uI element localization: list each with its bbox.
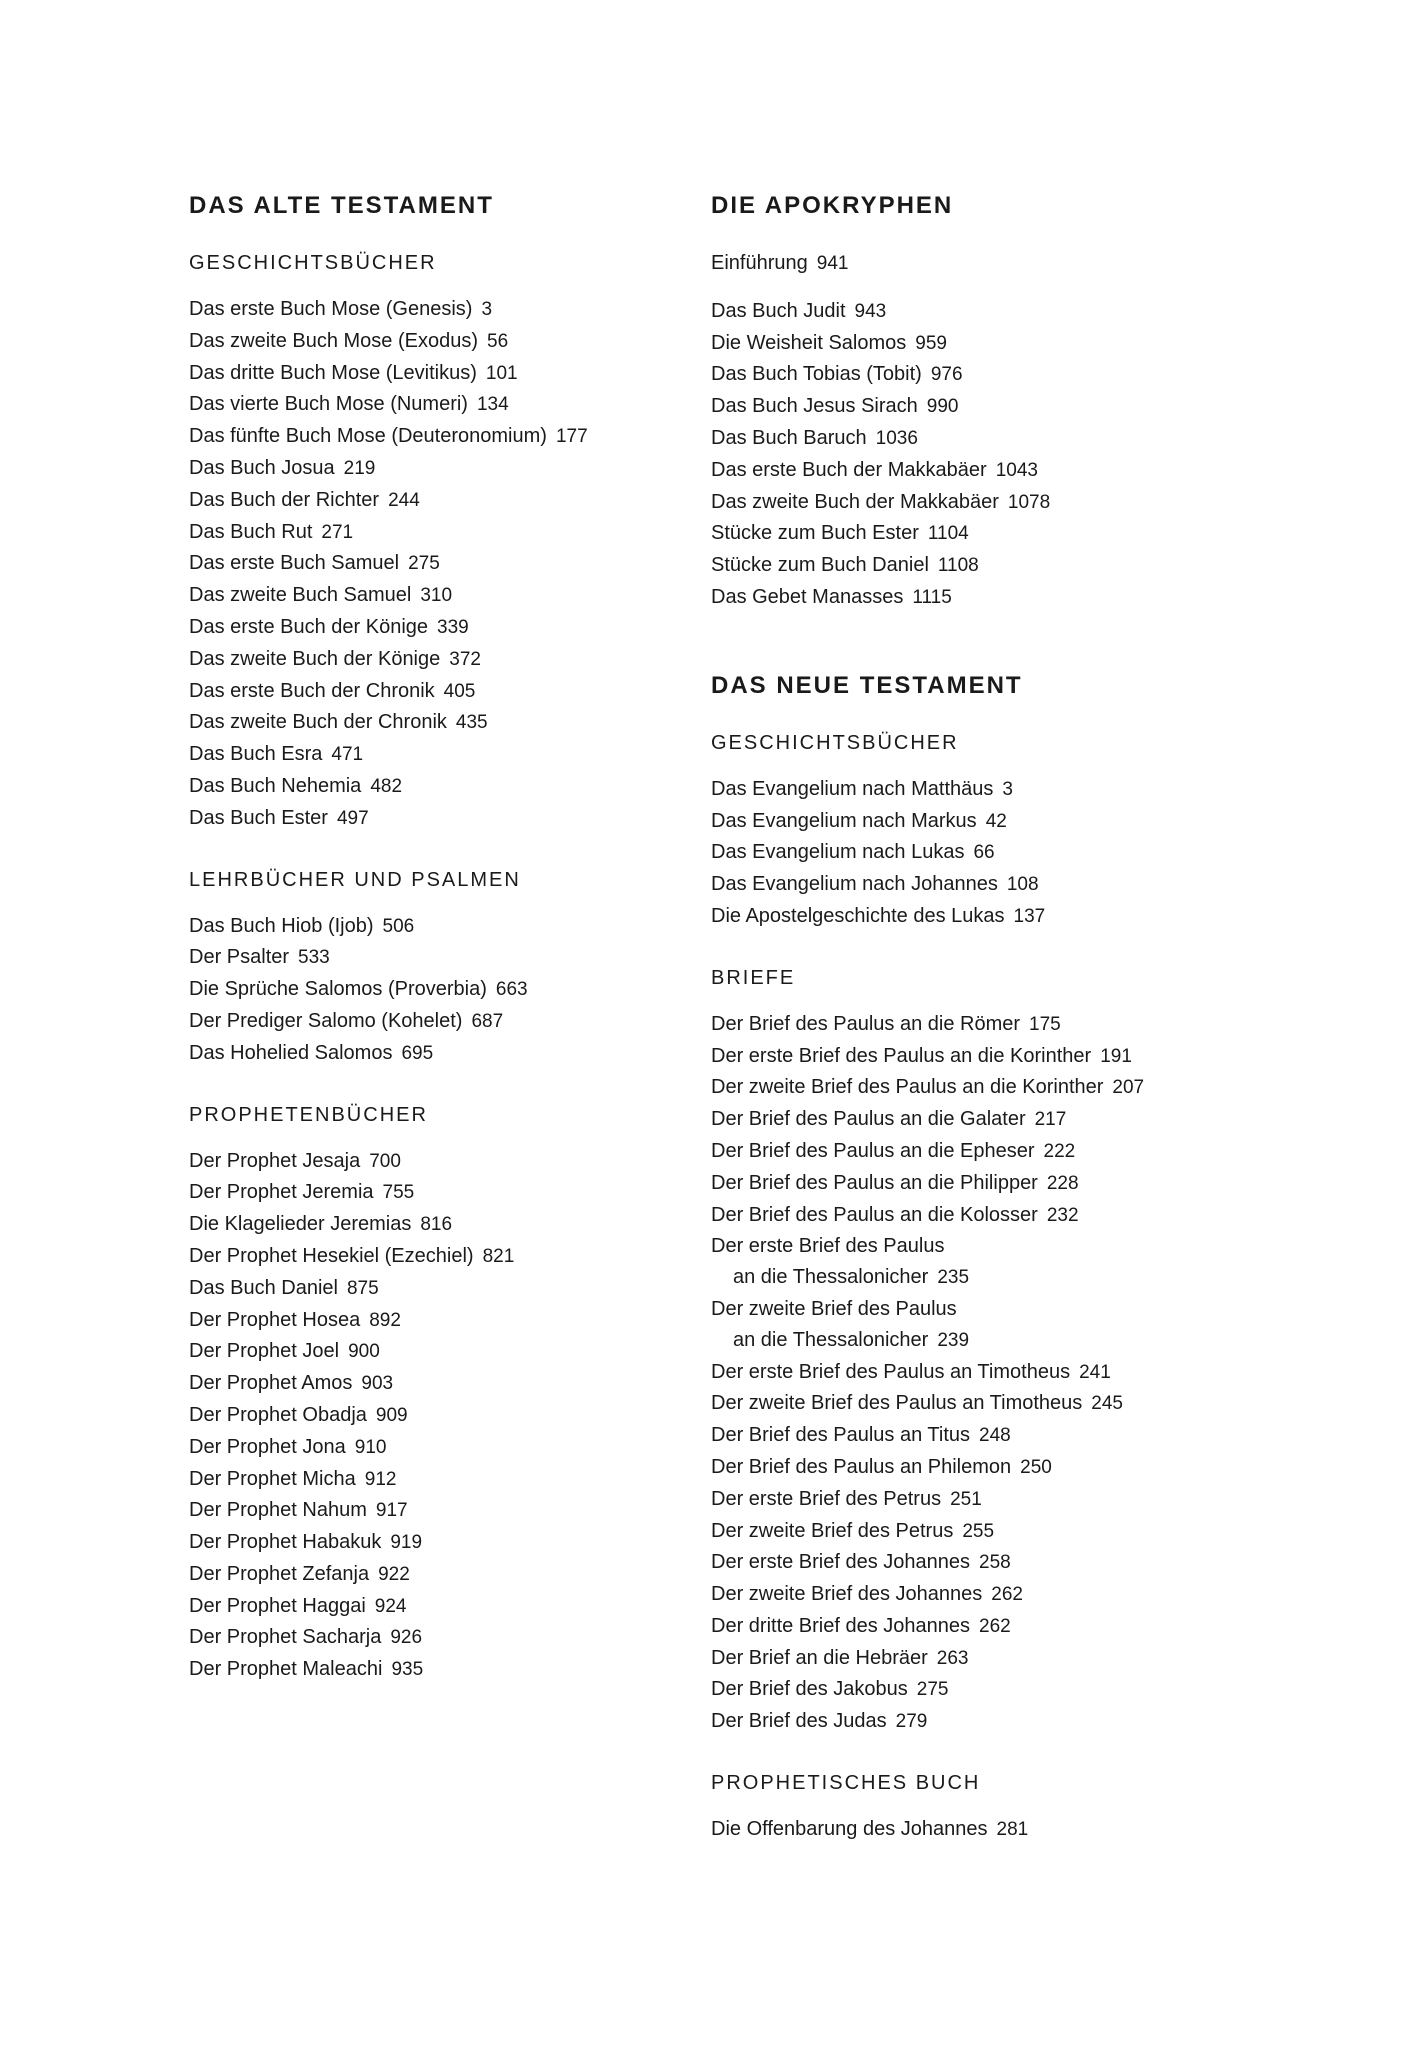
entry-page-number: 903 bbox=[361, 1373, 394, 1395]
toc-entry[interactable] bbox=[711, 1706, 1231, 1738]
entry-title: Das erste Buch Samuel bbox=[189, 552, 400, 575]
entry-title: Das zweite Buch Mose (Exodus) bbox=[189, 329, 479, 352]
entry-page-number: 222 bbox=[1043, 1140, 1076, 1162]
toc-entry[interactable] bbox=[711, 774, 1231, 806]
spacer bbox=[711, 993, 1231, 1009]
toc-entry[interactable] bbox=[189, 1622, 689, 1654]
entry-title: Der Brief des Paulus an die Philipper bbox=[711, 1171, 1038, 1194]
entry-page-number: 207 bbox=[1112, 1077, 1145, 1099]
toc-entry[interactable] bbox=[711, 1611, 1231, 1643]
entry-page-number: 248 bbox=[979, 1425, 1011, 1447]
spacer bbox=[189, 278, 689, 294]
toc-entry[interactable] bbox=[711, 1009, 1231, 1041]
entry-page-number: 191 bbox=[1100, 1045, 1132, 1067]
toc-entry[interactable] bbox=[711, 1814, 1231, 1846]
toc-entry[interactable] bbox=[711, 518, 1231, 550]
toc-entry[interactable] bbox=[189, 1241, 689, 1273]
toc-entry[interactable] bbox=[711, 1484, 1231, 1516]
toc-entry[interactable] bbox=[711, 1168, 1231, 1200]
entry-title: Stücke zum Buch Daniel bbox=[711, 554, 929, 577]
toc-entry[interactable] bbox=[189, 974, 689, 1006]
toc-entry[interactable] bbox=[189, 1209, 689, 1241]
entry-page-number: 228 bbox=[1046, 1172, 1079, 1194]
toc-entry[interactable] bbox=[189, 1273, 689, 1305]
toc-entry[interactable] bbox=[189, 707, 689, 739]
toc-entry[interactable] bbox=[189, 1432, 689, 1464]
entry-page-number: 281 bbox=[996, 1819, 1029, 1841]
entry-page-number: 56 bbox=[487, 330, 509, 352]
entry-page-number: 262 bbox=[991, 1584, 1023, 1606]
toc-entry[interactable] bbox=[711, 1357, 1231, 1389]
entry-page-number: 941 bbox=[816, 253, 849, 274]
toc-entry[interactable] bbox=[189, 1559, 689, 1591]
entry-title: Der Psalter bbox=[189, 946, 290, 969]
entry-title: Das zweite Buch der Könige bbox=[189, 647, 441, 670]
section-heading: DIE APOKRYPHEN bbox=[711, 192, 954, 219]
toc-entry[interactable] bbox=[711, 582, 1231, 614]
toc-entry[interactable] bbox=[189, 1146, 689, 1178]
entry-page-number: 3 bbox=[481, 299, 493, 320]
entry-page-number: 405 bbox=[443, 680, 476, 702]
entry-title: Das Buch Rut bbox=[189, 520, 313, 543]
entry-page-number: 275 bbox=[408, 553, 440, 575]
entry-page-number: 245 bbox=[1091, 1393, 1123, 1415]
entry-title: Stücke zum Buch Ester bbox=[711, 522, 919, 545]
entry-title: Das Buch Baruch bbox=[711, 426, 867, 449]
entry-page-number: 134 bbox=[476, 394, 509, 416]
toc-entry[interactable] bbox=[711, 1452, 1231, 1484]
entry-title: Das Buch Jesus Sirach bbox=[711, 395, 918, 418]
group-heading: LEHRBÜCHER UND PSALMEN bbox=[189, 868, 521, 891]
entry-title: Das erste Buch der Könige bbox=[189, 615, 429, 638]
spacer bbox=[711, 1738, 1231, 1768]
entry-title: Das fünfte Buch Mose (Deuteronomium) bbox=[189, 425, 547, 448]
toc-entry[interactable] bbox=[189, 326, 689, 358]
toc-entry[interactable] bbox=[711, 1072, 1231, 1104]
entry-title: Das Gebet Manasses bbox=[711, 585, 904, 608]
toc-entry[interactable] bbox=[189, 453, 689, 485]
group-heading: BRIEFE bbox=[711, 966, 796, 989]
entry-page-number: 275 bbox=[916, 1679, 949, 1701]
entry-title: Der dritte Brief des Johannes bbox=[711, 1614, 971, 1637]
entry-page-number: 258 bbox=[979, 1552, 1011, 1574]
entry-page-number: 924 bbox=[374, 1595, 407, 1617]
entry-page-number: 922 bbox=[378, 1563, 410, 1585]
toc-entry[interactable] bbox=[189, 548, 689, 580]
toc-entry[interactable] bbox=[189, 389, 689, 421]
group-heading: GESCHICHTSBÜCHER bbox=[711, 731, 959, 754]
entry-title: Der Prophet Sacharja bbox=[189, 1626, 382, 1649]
entry-page-number: 339 bbox=[437, 616, 469, 638]
toc-entry[interactable] bbox=[189, 1400, 689, 1432]
entry-page-number: 909 bbox=[375, 1404, 408, 1426]
spacer bbox=[711, 758, 1231, 774]
entry-title: Das zweite Buch der Makkabäer bbox=[711, 490, 999, 513]
entry-page-number: 919 bbox=[390, 1532, 423, 1554]
toc-entry[interactable] bbox=[189, 1495, 689, 1527]
spacer bbox=[711, 280, 1231, 296]
entry-page-number: 232 bbox=[1046, 1204, 1079, 1226]
toc-entry[interactable] bbox=[711, 1136, 1231, 1168]
intro-list bbox=[711, 248, 1231, 280]
entry-title: Der Brief des Paulus an die Römer bbox=[711, 1012, 1021, 1035]
entry-title: Der erste Brief des Paulus bbox=[711, 1235, 945, 1258]
entry-title: Der Brief an die Hebräer bbox=[711, 1646, 928, 1669]
entry-title: Das Evangelium nach Matthäus bbox=[711, 777, 994, 800]
toc-entry[interactable] bbox=[711, 550, 1231, 582]
toc-entry[interactable] bbox=[711, 328, 1231, 360]
entry-title: Der Brief des Paulus an die Epheser bbox=[711, 1139, 1035, 1162]
entry-page-number: 935 bbox=[391, 1659, 424, 1681]
entry-page-number: 1043 bbox=[995, 459, 1038, 481]
entry-page-number: 959 bbox=[915, 332, 947, 354]
entry-page-number: 1108 bbox=[937, 555, 979, 577]
entry-page-number: 1115 bbox=[912, 586, 952, 608]
entry-page-number: 241 bbox=[1079, 1361, 1111, 1383]
toc-entry[interactable] bbox=[711, 1579, 1231, 1611]
entry-page-number: 892 bbox=[369, 1309, 401, 1331]
entry-page-number: 990 bbox=[926, 396, 959, 418]
entry-title: Das vierte Buch Mose (Numeri) bbox=[189, 393, 468, 416]
toc-entry[interactable] bbox=[711, 901, 1231, 933]
entry-page-number: 1036 bbox=[875, 427, 918, 449]
toc-entry[interactable] bbox=[711, 1294, 1231, 1357]
entry-page-number: 42 bbox=[985, 810, 1007, 832]
entry-title: Der erste Brief des Paulus an Timotheus bbox=[711, 1360, 1071, 1383]
entry-title: Das Hohelied Salomos bbox=[189, 1041, 393, 1064]
toc-entry[interactable] bbox=[189, 1591, 689, 1623]
entry-page-number: 310 bbox=[420, 585, 453, 607]
entry-page-number: 255 bbox=[962, 1520, 995, 1542]
entry-list bbox=[711, 1009, 1231, 1738]
toc-entry[interactable] bbox=[711, 423, 1231, 455]
group-heading: PROPHETISCHES BUCH bbox=[711, 1772, 981, 1795]
entry-title: Das Buch Nehemia bbox=[189, 774, 362, 797]
entry-title: Der erste Brief des Paulus an die Korinther bbox=[711, 1044, 1092, 1067]
toc-entry[interactable] bbox=[189, 803, 689, 835]
entry-page-number: 219 bbox=[343, 457, 376, 479]
entry-page-number: 263 bbox=[936, 1647, 969, 1669]
toc-entry[interactable] bbox=[711, 837, 1231, 869]
entry-title: Die Offenbarung des Johannes bbox=[711, 1818, 988, 1841]
entry-page-number: 943 bbox=[854, 300, 887, 322]
entry-title: Das zweite Buch Samuel bbox=[189, 584, 412, 607]
toc-entry[interactable] bbox=[189, 942, 689, 974]
entry-page-number: 250 bbox=[1020, 1456, 1052, 1478]
section-heading: DAS NEUE TESTAMENT bbox=[711, 671, 1023, 699]
entry-page-number: 821 bbox=[482, 1245, 515, 1267]
entry-title: Der Prophet Jeremia bbox=[189, 1181, 374, 1204]
toc-entry[interactable] bbox=[189, 421, 689, 453]
entry-page-number: 262 bbox=[979, 1615, 1011, 1637]
entry-page-number: 533 bbox=[298, 947, 330, 969]
spacer bbox=[711, 614, 1231, 670]
entry-title-continuation: an die Thessalonicher bbox=[733, 1266, 929, 1289]
toc-entry[interactable] bbox=[189, 1368, 689, 1400]
toc-entry[interactable] bbox=[189, 612, 689, 644]
entry-title: Das dritte Buch Mose (Levitikus) bbox=[189, 361, 477, 384]
toc-entry[interactable] bbox=[711, 248, 1231, 280]
group-heading: PROPHETENBÜCHER bbox=[189, 1103, 428, 1126]
entry-title: Der Brief des Paulus an Titus bbox=[711, 1424, 971, 1447]
entry-page-number: 175 bbox=[1029, 1013, 1061, 1035]
entry-page-number: 435 bbox=[455, 712, 488, 734]
entry-title: Der erste Brief des Johannes bbox=[711, 1551, 971, 1574]
toc-entry[interactable] bbox=[189, 1305, 689, 1337]
entry-title: Das Evangelium nach Johannes bbox=[711, 873, 998, 896]
entry-list bbox=[189, 294, 689, 835]
entry-title: Das Evangelium nach Markus bbox=[711, 809, 977, 832]
toc-entry[interactable] bbox=[189, 644, 689, 676]
toc-entry[interactable] bbox=[711, 359, 1231, 391]
entry-title: Der Brief des Paulus an Philemon bbox=[711, 1455, 1012, 1478]
spacer bbox=[711, 933, 1231, 963]
right-column bbox=[711, 190, 1231, 1846]
toc-entry[interactable] bbox=[711, 296, 1231, 328]
entry-page-number: 1078 bbox=[1007, 491, 1051, 513]
entry-page-number: 910 bbox=[354, 1436, 387, 1458]
toc-entry[interactable] bbox=[711, 1674, 1231, 1706]
entry-page-number: 279 bbox=[895, 1711, 928, 1733]
entry-title: Der Prophet Jona bbox=[189, 1435, 346, 1458]
toc-entry[interactable] bbox=[711, 487, 1231, 519]
entry-title: Der erste Brief des Petrus bbox=[711, 1487, 942, 1510]
entry-title: Der Prophet Haggai bbox=[189, 1594, 366, 1617]
entry-title: Das Buch Hiob (Ijob) bbox=[189, 914, 374, 937]
entry-title: Der zweite Brief des Paulus bbox=[711, 1297, 957, 1320]
entry-list bbox=[189, 911, 689, 1070]
spacer bbox=[189, 1130, 689, 1146]
old-testament-column bbox=[189, 190, 689, 1686]
entry-page-number: 177 bbox=[555, 426, 588, 448]
entry-page-number: 700 bbox=[369, 1150, 401, 1172]
entry-page-number: 217 bbox=[1034, 1109, 1067, 1131]
entry-title: Das Buch Ester bbox=[189, 806, 328, 829]
entry-title: Die Weisheit Salomos bbox=[711, 331, 907, 354]
entry-page-number: 912 bbox=[364, 1468, 397, 1490]
entry-title-continuation: an die Thessalonicher bbox=[733, 1328, 929, 1351]
entry-title: Der zweite Brief des Petrus bbox=[711, 1519, 954, 1542]
toc-entry[interactable] bbox=[711, 1388, 1231, 1420]
entry-page-number: 244 bbox=[388, 489, 420, 511]
entry-title: Das Evangelium nach Lukas bbox=[711, 841, 965, 864]
spacer bbox=[189, 895, 689, 911]
spacer bbox=[711, 702, 1231, 728]
entry-title: Das erste Buch Mose (Genesis) bbox=[189, 298, 473, 320]
toc-entry[interactable] bbox=[189, 294, 689, 326]
toc-entry[interactable] bbox=[189, 580, 689, 612]
entry-title: Das Buch Tobias (Tobit) bbox=[711, 363, 922, 386]
toc-entry[interactable] bbox=[189, 1177, 689, 1209]
toc-entry[interactable] bbox=[711, 1547, 1231, 1579]
toc-entry[interactable] bbox=[189, 1336, 689, 1368]
entry-title: Der zweite Brief des Paulus an Timotheus bbox=[711, 1392, 1083, 1415]
entry-page-number: 497 bbox=[336, 807, 369, 829]
spacer bbox=[189, 1070, 689, 1100]
entry-title: Das zweite Buch der Chronik bbox=[189, 711, 447, 734]
entry-page-number: 1104 bbox=[927, 523, 969, 545]
toc-entry[interactable] bbox=[189, 1006, 689, 1038]
entry-page-number: 816 bbox=[420, 1214, 453, 1236]
entry-title: Das Buch Esra bbox=[189, 743, 323, 766]
entry-title: Das Buch Josua bbox=[189, 456, 335, 479]
entry-title: Das erste Buch der Makkabäer bbox=[711, 458, 987, 481]
entry-title: Der zweite Brief des Paulus an die Korinther bbox=[711, 1076, 1104, 1099]
entry-title: Die Klagelieder Jeremias bbox=[189, 1213, 412, 1236]
entry-title: Die Sprüche Salomos (Proverbia) bbox=[189, 978, 487, 1001]
entry-title: Der Prophet Nahum bbox=[189, 1499, 367, 1522]
toc-entry[interactable] bbox=[189, 1038, 689, 1070]
entry-page-number: 372 bbox=[449, 648, 481, 670]
entry-page-number: 108 bbox=[1006, 874, 1039, 896]
entry-list bbox=[711, 1814, 1231, 1846]
toc-entry[interactable] bbox=[189, 358, 689, 390]
toc-entry[interactable] bbox=[711, 391, 1231, 423]
entry-page-number: 900 bbox=[348, 1341, 380, 1363]
entry-title: Das Buch der Richter bbox=[189, 488, 380, 511]
entry-title: Das erste Buch der Chronik bbox=[189, 679, 435, 702]
toc-entry[interactable] bbox=[711, 455, 1231, 487]
entry-list bbox=[711, 296, 1231, 614]
entry-page-number: 251 bbox=[950, 1488, 982, 1510]
entry-page-number: 137 bbox=[1013, 905, 1046, 927]
spacer bbox=[711, 1798, 1231, 1814]
entry-page-number: 976 bbox=[930, 364, 963, 386]
entry-page-number: 755 bbox=[382, 1182, 415, 1204]
entry-title: Der Prophet Habakuk bbox=[189, 1531, 382, 1554]
entry-page-number: 482 bbox=[370, 775, 403, 797]
section-heading: DAS ALTE TESTAMENT bbox=[189, 192, 494, 219]
toc-entry[interactable] bbox=[711, 869, 1231, 901]
entry-page-number: 3 bbox=[1002, 778, 1013, 800]
toc-entry[interactable] bbox=[711, 1420, 1231, 1452]
entry-page-number: 506 bbox=[382, 915, 415, 937]
entry-page-number: 875 bbox=[346, 1277, 379, 1299]
entry-title: Der Prophet Amos bbox=[189, 1372, 353, 1395]
entry-title: Der Prophet Joel bbox=[189, 1340, 340, 1363]
entry-title: Der Prophet Hosea bbox=[189, 1308, 361, 1331]
toc-entry[interactable] bbox=[189, 771, 689, 803]
entry-page-number: 917 bbox=[375, 1500, 408, 1522]
toc-entry[interactable] bbox=[189, 485, 689, 517]
entry-page-number: 101 bbox=[485, 362, 518, 384]
entry-title: Einführung bbox=[711, 252, 808, 274]
toc-entry[interactable] bbox=[711, 1231, 1231, 1294]
toc-entry[interactable] bbox=[711, 1516, 1231, 1548]
spacer bbox=[189, 835, 689, 865]
entry-title: Der Prediger Salomo (Kohelet) bbox=[189, 1009, 463, 1032]
toc-entry[interactable] bbox=[189, 517, 689, 549]
toc-entry[interactable] bbox=[711, 1041, 1231, 1073]
entry-title: Der Brief des Paulus an die Kolosser bbox=[711, 1203, 1038, 1226]
toc-entry[interactable] bbox=[189, 911, 689, 943]
toc-entry[interactable] bbox=[711, 806, 1231, 838]
entry-title: Der Brief des Jakobus bbox=[711, 1678, 908, 1701]
entry-title: Der Prophet Micha bbox=[189, 1467, 356, 1490]
entry-list bbox=[711, 774, 1231, 933]
spacer bbox=[189, 222, 689, 248]
toc-entry[interactable] bbox=[189, 1654, 689, 1686]
entry-title: Der zweite Brief des Johannes bbox=[711, 1583, 983, 1606]
entry-page-number: 471 bbox=[331, 744, 364, 766]
entry-list bbox=[189, 1146, 689, 1687]
group-heading: GESCHICHTSBÜCHER bbox=[189, 252, 437, 274]
toc-entry[interactable] bbox=[711, 1104, 1231, 1136]
toc-entry[interactable] bbox=[711, 1200, 1231, 1232]
entry-page-number: 239 bbox=[937, 1329, 970, 1351]
entry-title: Der Prophet Zefanja bbox=[189, 1562, 370, 1585]
entry-title: Der Brief des Judas bbox=[711, 1710, 887, 1733]
entry-page-number: 663 bbox=[495, 979, 528, 1001]
entry-title: Das Buch Judit bbox=[711, 299, 846, 322]
entry-title: Der Prophet Jesaja bbox=[189, 1149, 361, 1172]
entry-title: Der Prophet Hesekiel (Ezechiel) bbox=[189, 1244, 474, 1267]
entry-page-number: 271 bbox=[321, 521, 354, 543]
entry-page-number: 695 bbox=[401, 1042, 434, 1064]
toc-entry[interactable] bbox=[711, 1643, 1231, 1675]
entry-title: Die Apostelgeschichte des Lukas bbox=[711, 904, 1005, 927]
toc-entry[interactable] bbox=[189, 1464, 689, 1496]
toc-entry[interactable] bbox=[189, 1527, 689, 1559]
entry-page-number: 926 bbox=[390, 1627, 423, 1649]
entry-page-number: 235 bbox=[937, 1267, 970, 1289]
entry-page-number: 687 bbox=[471, 1010, 504, 1032]
entry-page-number: 66 bbox=[973, 842, 995, 864]
entry-title: Der Prophet Maleachi bbox=[189, 1658, 383, 1681]
spacer bbox=[711, 222, 1231, 248]
toc-entry[interactable] bbox=[189, 739, 689, 771]
toc-entry[interactable] bbox=[189, 676, 689, 708]
entry-title: Der Brief des Paulus an die Galater bbox=[711, 1108, 1026, 1131]
entry-title: Das Buch Daniel bbox=[189, 1276, 338, 1299]
entry-title: Der Prophet Obadja bbox=[189, 1403, 367, 1426]
